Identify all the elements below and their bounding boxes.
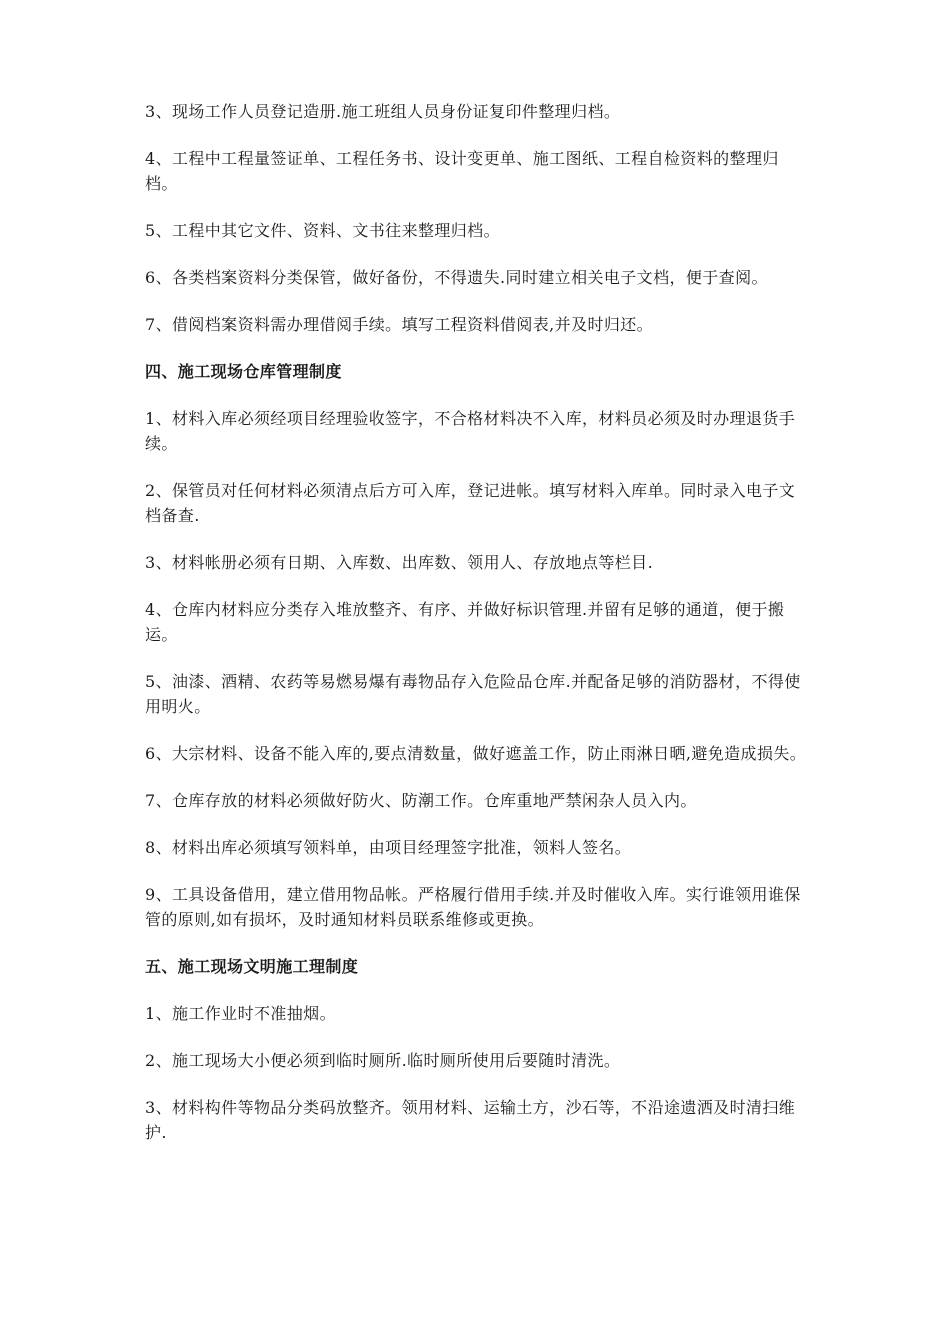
- paragraph-warehouse-4: 4、仓库内材料应分类存入堆放整齐、有序、并做好标识管理.并留有足够的通道，便于搬运。: [145, 600, 785, 644]
- paragraph-warehouse-5: 5、油漆、酒精、农药等易燃易爆有毒物品存入危险品仓库.并配备足够的消防器材，不得使用明火。: [145, 672, 801, 716]
- paragraph-archive-4: 4、工程中工程量签证单、工程任务书、设计变更单、施工图纸、工程自检资料的整理归档。: [145, 149, 779, 193]
- paragraph-civilized-1: 1、施工作业时不准抽烟。: [145, 1004, 336, 1023]
- paragraph-warehouse-1: 1、材料入库必须经项目经理验收签字，不合格材料决不入库，材料员必须及时办理退货手续。: [145, 409, 796, 453]
- paragraph-warehouse-6: 6、大宗材料、设备不能入库的,要点清数量，做好遮盖工作，防止雨淋日晒,避免造成损失。: [145, 744, 807, 763]
- paragraph-archive-3: 3、现场工作人员登记造册.施工班组人员身份证复印件整理归档。: [145, 102, 621, 121]
- section-heading-civilized-construction: 五、施工现场文明施工理制度: [145, 957, 359, 976]
- paragraph-archive-7: 7、借阅档案资料需办理借阅手续。填写工程资料借阅表,并及时归还。: [145, 315, 654, 334]
- document-page: [145, 99, 809, 1167]
- paragraph-archive-6: 6、各类档案资料分类保管，做好备份，不得遗失.同时建立相关电子文档，便于查阅。: [145, 268, 768, 287]
- paragraph-warehouse-9: 9、工具设备借用，建立借用物品帐。严格履行借用手续.并及时催收入库。实行谁领用谁保管的原则,如有损坏，及时通知材料员联系维修或更换。: [145, 885, 801, 929]
- paragraph-warehouse-3: 3、材料帐册必须有日期、入库数、出库数、领用人、存放地点等栏目.: [145, 553, 654, 572]
- paragraph-archive-5: 5、工程中其它文件、资料、文书往来整理归档。: [145, 221, 500, 240]
- section-heading-warehouse: 四、施工现场仓库管理制度: [145, 362, 342, 381]
- paragraph-civilized-3: 3、材料构件等物品分类码放整齐。领用材料、运输土方，沙石等，不沿途遗洒及时清扫维护.: [145, 1098, 796, 1142]
- paragraph-civilized-2: 2、施工现场大小便必须到临时厕所.临时厕所使用后要随时清洗。: [145, 1051, 621, 1070]
- paragraph-warehouse-8: 8、材料出库必须填写领料单，由项目经理签字批准，领料人签名。: [145, 838, 632, 857]
- paragraph-warehouse-7: 7、仓库存放的材料必须做好防火、防潮工作。仓库重地严禁闲杂人员入内。: [145, 791, 697, 810]
- paragraph-warehouse-2: 2、保管员对任何材料必须清点后方可入库，登记进帐。填写材料入库单。同时录入电子文档备查.: [145, 481, 796, 525]
